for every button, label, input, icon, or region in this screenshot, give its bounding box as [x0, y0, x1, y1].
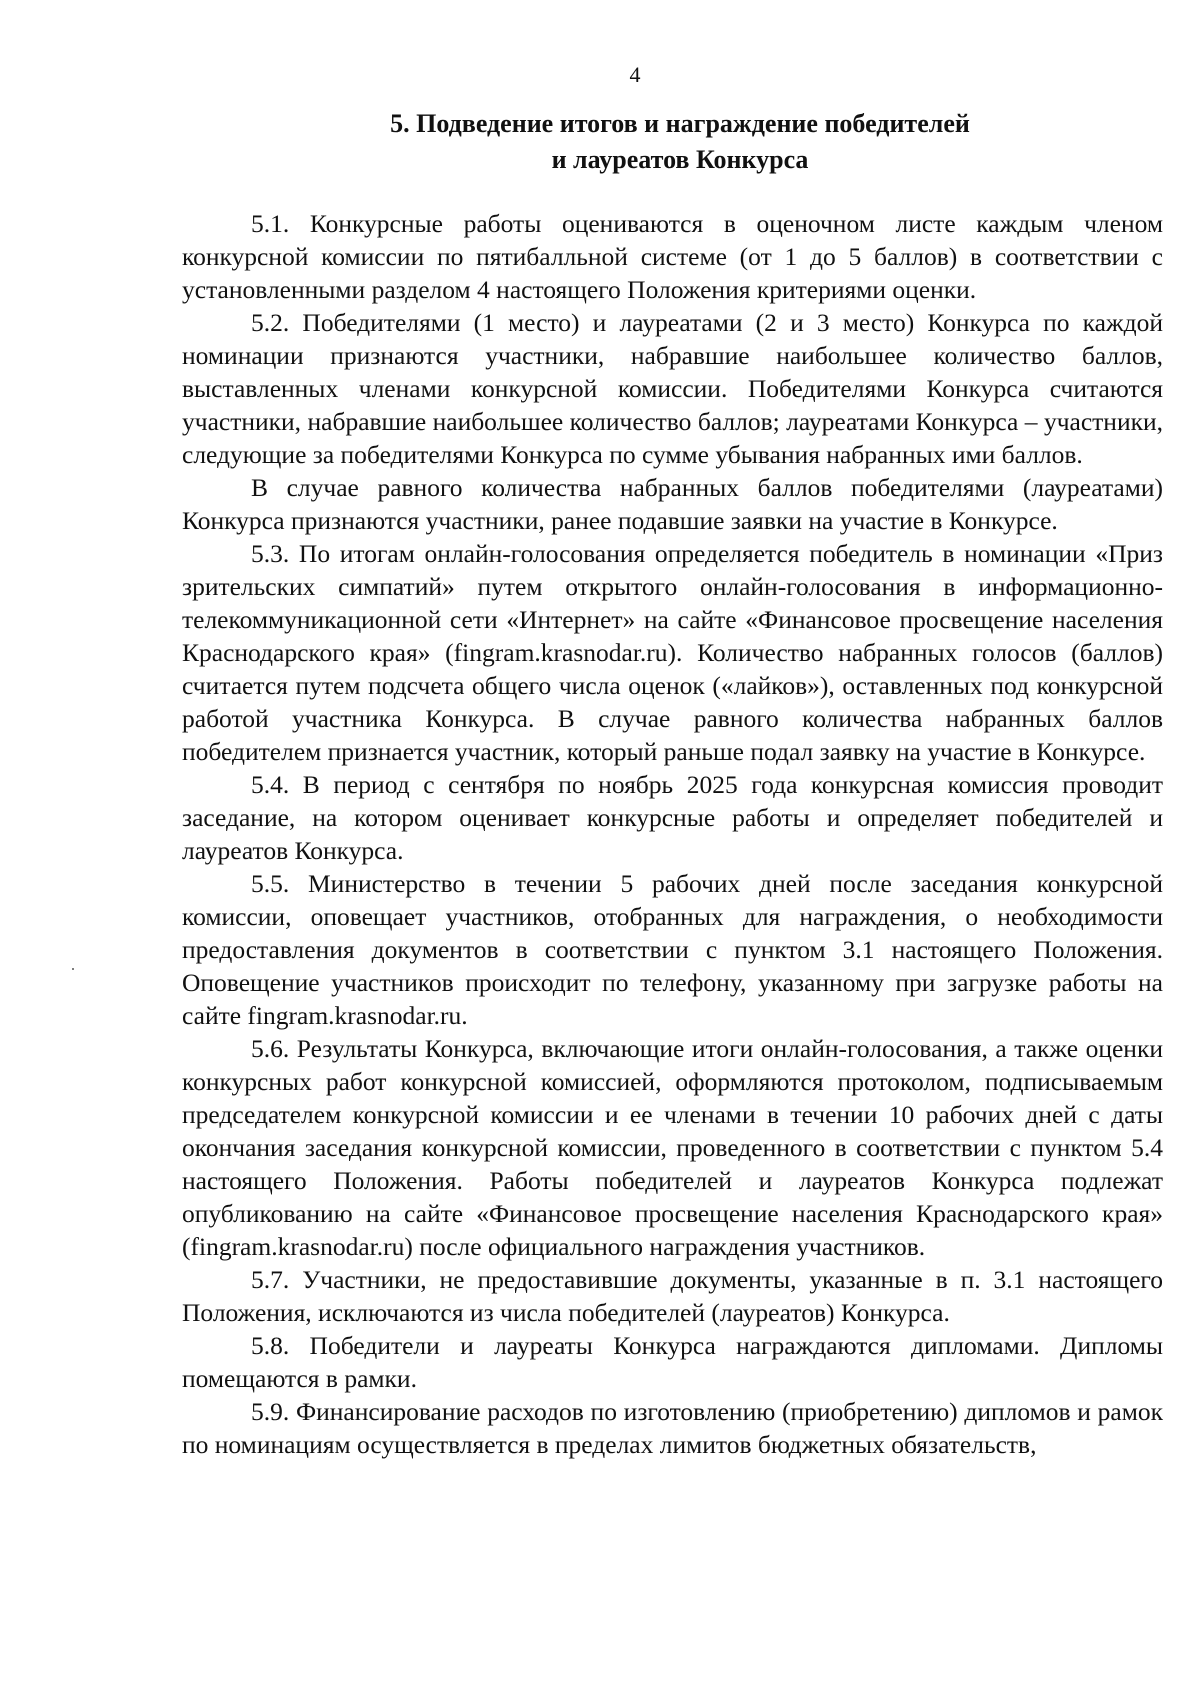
paragraph-5-9: 5.9. Финансирование расходов по изготовлению (приобретению) дипломов и рамок по номинациям осуществляется в пределах лимитов бюджетных обязательств, [182, 1397, 1163, 1459]
paragraph-5-6: 5.6. Результаты Конкурса, включающие итоги онлайн-голосования, а также оценки конкурсных работ конкурсной комиссией, оформляются протоколом, подписываемым председателем конкурсной комиссии и ее членами в течении 10 рабочих дней с даты окончания заседания конкурсной комиссии, проведенного в соответствии с пунктом 5.4 настоящего Положения. Работы победителей и лауреатов Конкурса подлежат опубликованию на сайте «Финансовое просвещение населения Краснодарского края» (fingram.krasnodar.ru) после официального награждения участников. [182, 1034, 1163, 1261]
section-heading-line-2: и лауреатов Конкурса [551, 145, 809, 174]
paragraph-5-1: 5.1. Конкурсные работы оцениваются в оценочном листе каждым членом конкурсной комиссии по пятибалльной системе (от 1 до 5 баллов) в соответствии с установленными разделом 4 настоящего Положения критериями оценки. [182, 209, 1163, 304]
paragraph-5-8: 5.8. Победители и лауреаты Конкурса награждаются дипломами. Дипломы помещаются в рамки. [182, 1331, 1163, 1393]
paragraph-5-5: 5.5. Министерство в течении 5 рабочих дней после заседания конкурсной комиссии, оповещает участников, отобранных для награждения, о необходимости предоставления документов в соответствии с пунктом 3.1 настоящего Положения. Оповещение участников происходит по телефону, указанному при загрузке работы на сайте fingram.krasnodar.ru. [182, 869, 1163, 1030]
paragraph-5-2: 5.2. Победителями (1 место) и лауреатами (2 и 3 место) Конкурса по каждой номинации признаются участники, набравшие наибольшее количество баллов, выставленных членами конкурсной комиссии. Победителями Конкурса считаются участники, набравшие наибольшее количество баллов; лауреатами Конкурса – участники, следующие за победителями Конкурса по сумме убывания набранных ими баллов. [182, 308, 1163, 469]
page-number: 4 [629, 62, 641, 87]
paragraph-5-7: 5.7. Участники, не предоставившие документы, указанные в п. 3.1 настоящего Положения, исключаются из числа победителей (лауреатов) Конкурса. [182, 1265, 1163, 1327]
section-heading-line-1: 5. Подведение итогов и награждение победителей [390, 109, 970, 138]
paragraph-5-3: 5.3. По итогам онлайн-голосования определяется победитель в номинации «Приз зрительских симпатий» путем открытого онлайн-голосования в информационно-телекоммуникационной сети «Интернет» на сайте «Финансовое просвещение населения Краснодарского края» (fingram.krasnodar.ru). Количество набранных голосов (баллов) считается путем подсчета общего числа оценок («лайков»), оставленных под конкурсной работой участника Конкурса. В случае равного количества набранных баллов победителем признается участник, который раньше подал заявку на участие в Конкурсе. [182, 539, 1163, 766]
scan-speck [72, 968, 74, 970]
section-body [182, 207, 1163, 1461]
paragraph-5-4: 5.4. В период с сентября по ноябрь 2025 года конкурсная комиссия проводит заседание, на котором оценивает конкурсные работы и определяет победителей и лауреатов Конкурса. [182, 770, 1163, 865]
paragraph-5-2-tie: В случае равного количества набранных баллов победителями (лауреатами) Конкурса признаются участники, ранее подавшие заявки на участие в Конкурсе. [182, 473, 1163, 535]
section-heading [180, 106, 1180, 178]
